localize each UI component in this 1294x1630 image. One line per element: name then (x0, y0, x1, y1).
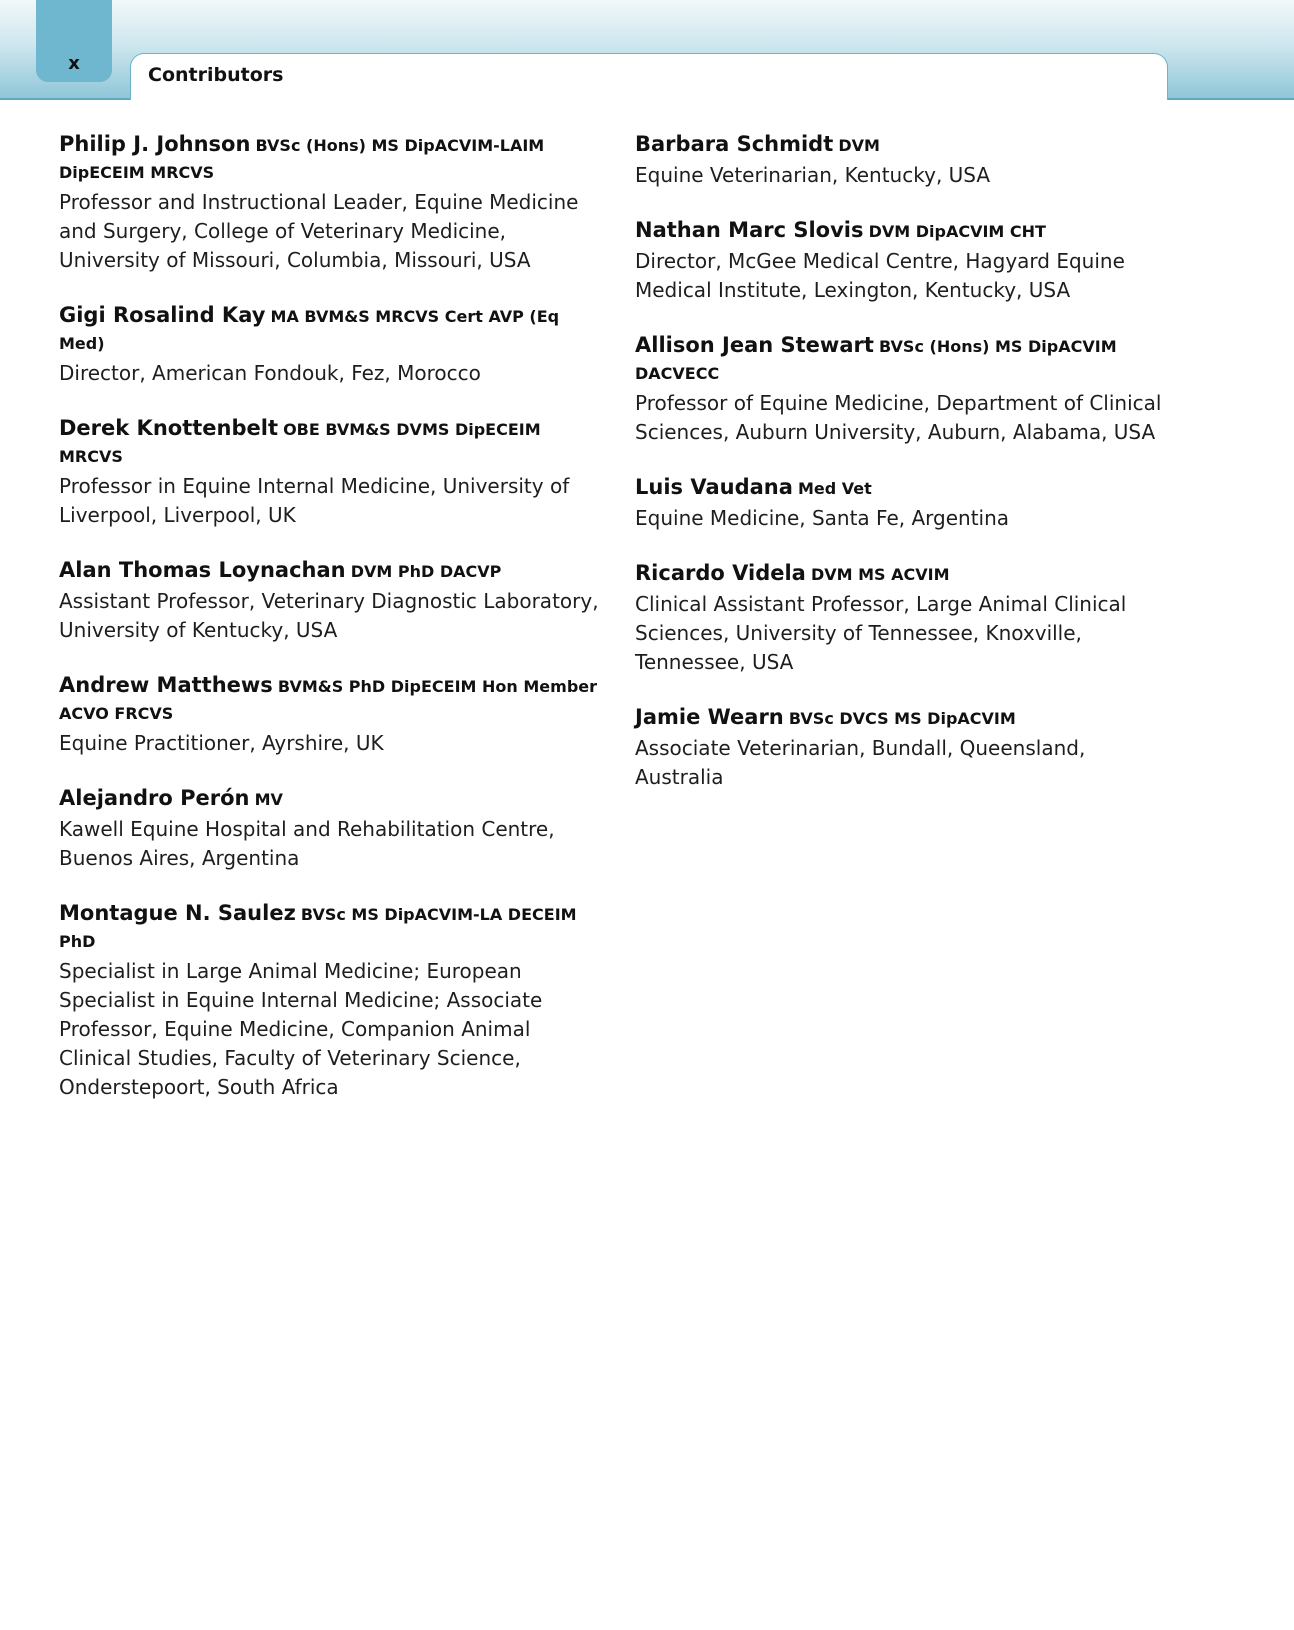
contributor-name: Andrew Matthews (59, 673, 273, 697)
contributor-entry (635, 704, 1175, 792)
contributor-affiliation: Clinical Assistant Professor, Large Animal Clinical Sciences, University of Tennessee, Knoxville, Tennessee, USA (635, 592, 1127, 674)
contributor-qualifications: DVM MS ACVIM (810, 565, 950, 584)
page-number: x (68, 53, 80, 74)
contributor-name: Philip J. Johnson (59, 132, 251, 156)
page-number-tab (36, 0, 112, 82)
contributor-qualifications: BVSc MS DipACVIM-LA DECEIM PhD (59, 905, 577, 951)
contributor-name: Nathan Marc Slovis (635, 218, 864, 242)
contributor-qualifications: DVM DipACVIM CHT (868, 222, 1046, 241)
contributor-name: Luis Vaudana (635, 475, 793, 499)
contributors-right-column (635, 131, 1175, 819)
contributor-affiliation: Specialist in Large Animal Medicine; European Specialist in Equine Internal Medicine; Associate Professor, Equine Medicine, Companion Animal Clinical Studies, Faculty of Veterinary Science, Onderstepoort, South Africa (59, 959, 543, 1099)
contributor-name: Allison Jean Stewart (635, 333, 874, 357)
contributor-name: Jamie Wearn (635, 705, 784, 729)
contributor-entry (635, 560, 1175, 677)
contributor-qualifications: DVM (838, 136, 880, 155)
contributor-qualifications: Med Vet (797, 479, 872, 498)
contributor-entry (59, 785, 599, 873)
contributor-name: Barbara Schmidt (635, 132, 834, 156)
contributor-name: Ricardo Videla (635, 561, 806, 585)
contributor-qualifications: MV (254, 790, 283, 809)
contributor-name: Alan Thomas Loynachan (59, 558, 346, 582)
contributor-affiliation: Professor and Instructional Leader, Equine Medicine and Surgery, College of Veterinary Medicine, University of Missouri, Columbia, Missouri, USA (59, 190, 579, 272)
contributor-qualifications: MA BVM&S MRCVS Cert AVP (Eq Med) (59, 307, 560, 353)
contributor-entry (59, 302, 599, 388)
contributor-name: Gigi Rosalind Kay (59, 303, 266, 327)
contributor-affiliation: Equine Practitioner, Ayrshire, UK (59, 731, 384, 755)
contributor-entry (59, 415, 599, 530)
contributor-name: Montague N. Saulez (59, 901, 296, 925)
contributor-affiliation: Director, American Fondouk, Fez, Morocco (59, 361, 481, 385)
contributors-left-column (59, 131, 599, 1129)
contributor-entry (635, 332, 1175, 447)
contributor-qualifications: BVM&S PhD DipECEIM Hon Member ACVO FRCVS (59, 677, 598, 723)
contributor-qualifications: DVM PhD DACVP (350, 562, 502, 581)
contributor-affiliation: Kawell Equine Hospital and Rehabilitation Centre, Buenos Aires, Argentina (59, 817, 555, 870)
contributor-entry (59, 672, 599, 758)
contributor-entry (635, 131, 1175, 190)
contributor-entry (635, 474, 1175, 533)
contributor-name: Alejandro Perón (59, 786, 250, 810)
contributor-entry (59, 900, 599, 1102)
section-title-tab (130, 53, 1168, 100)
contributor-affiliation: Equine Veterinarian, Kentucky, USA (635, 163, 991, 187)
contributor-qualifications: OBE BVM&S DVMS DipECEIM MRCVS (59, 420, 541, 466)
contributor-affiliation: Assistant Professor, Veterinary Diagnostic Laboratory, University of Kentucky, USA (59, 589, 599, 642)
contributor-qualifications: BVSc DVCS MS DipACVIM (788, 709, 1016, 728)
page-header (0, 0, 1294, 100)
contributor-affiliation: Director, McGee Medical Centre, Hagyard Equine Medical Institute, Lexington, Kentucky, USA (635, 249, 1125, 302)
contributor-name: Derek Knottenbelt (59, 416, 278, 440)
contributor-affiliation: Associate Veterinarian, Bundall, Queensland, Australia (635, 736, 1086, 789)
contributor-entry (59, 131, 599, 275)
contributor-entry (59, 557, 599, 645)
contributor-qualifications: BVSc (Hons) MS DipACVIM-LAIM DipECEIM MRCVS (59, 136, 545, 182)
contributor-qualifications: BVSc (Hons) MS DipACVIM DACVECC (635, 337, 1117, 383)
section-title: Contributors (148, 64, 284, 86)
contributor-affiliation: Professor in Equine Internal Medicine, University of Liverpool, Liverpool, UK (59, 474, 570, 527)
contributor-affiliation: Professor of Equine Medicine, Department of Clinical Sciences, Auburn University, Auburn, Alabama, USA (635, 391, 1162, 444)
contributor-affiliation: Equine Medicine, Santa Fe, Argentina (635, 506, 1010, 530)
contributor-entry (635, 217, 1175, 305)
